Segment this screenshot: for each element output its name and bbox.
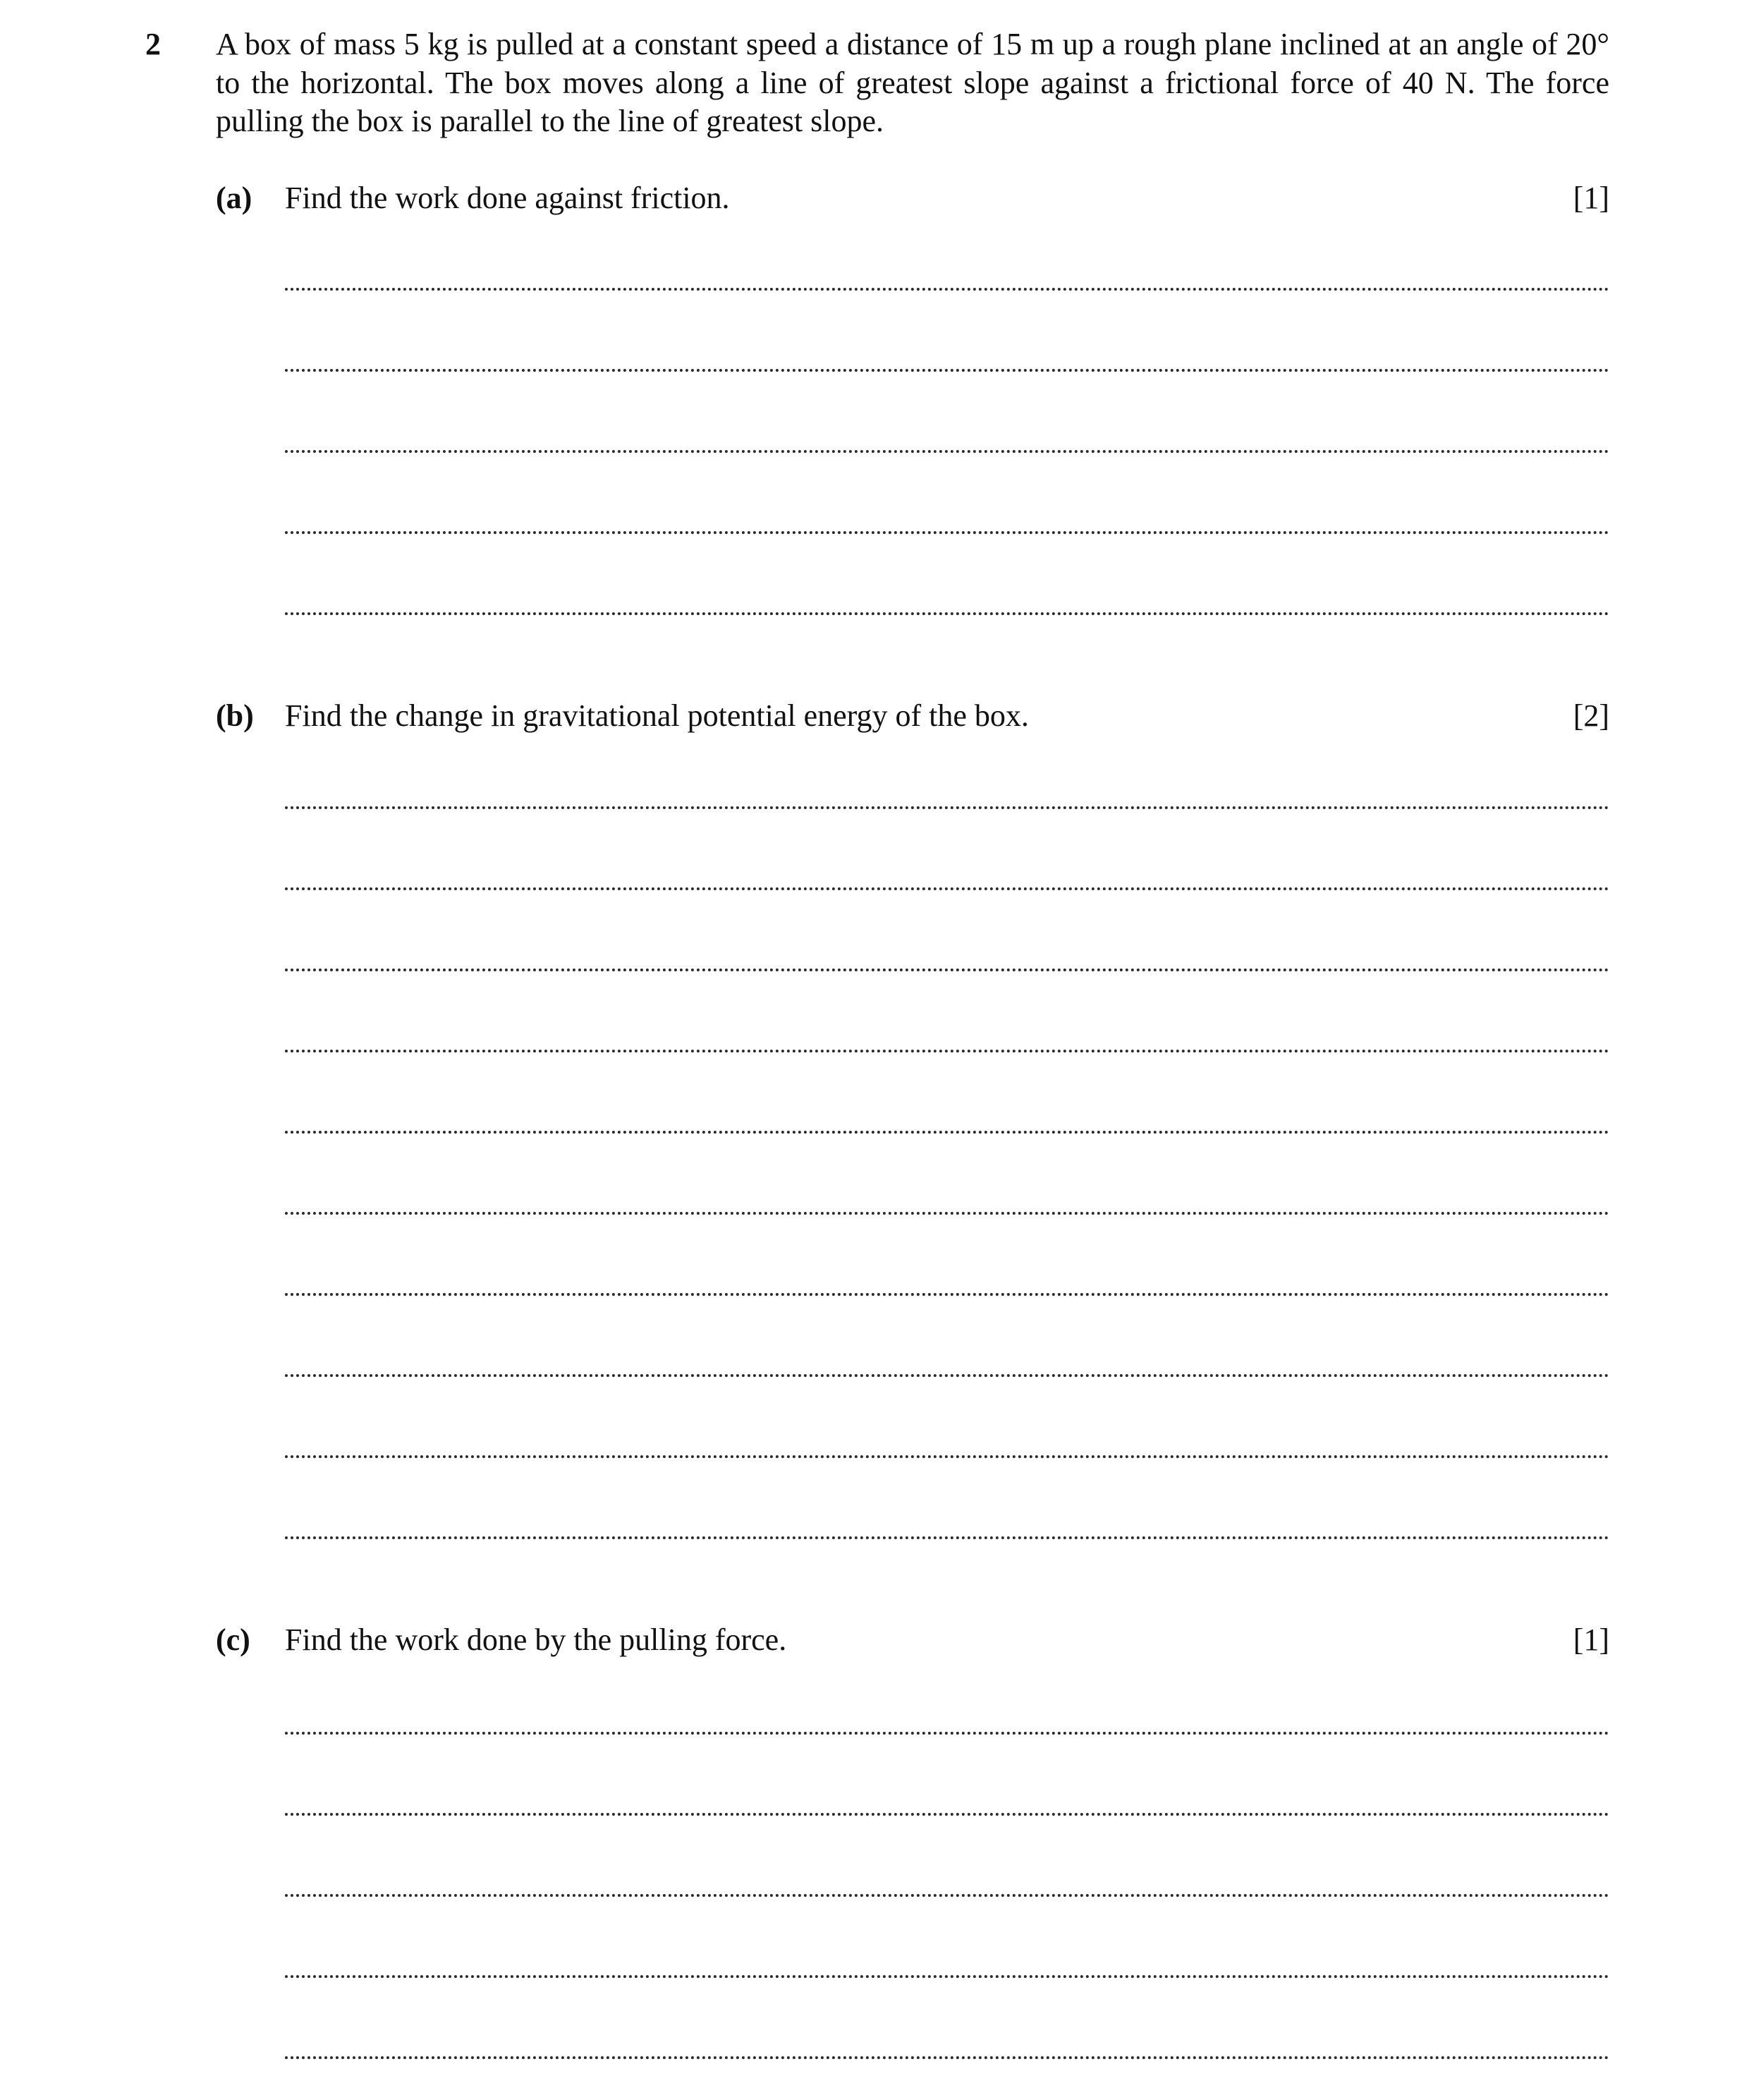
answer-line[interactable] <box>285 1293 1609 1296</box>
answer-line[interactable] <box>285 1975 1609 1978</box>
answer-line[interactable] <box>285 1374 1609 1377</box>
part-c-marks: [1] <box>1573 1622 1609 1657</box>
answer-line[interactable] <box>285 2056 1609 2059</box>
answer-line[interactable] <box>285 806 1609 809</box>
answer-line[interactable] <box>285 1732 1609 1735</box>
answer-line[interactable] <box>285 369 1609 372</box>
part-c-label: (c) <box>216 1622 250 1657</box>
answer-line[interactable] <box>285 1212 1609 1215</box>
question-number: 2 <box>145 27 161 61</box>
part-c-text: Find the work done by the pulling force. <box>285 1622 787 1657</box>
part-a-text: Find the work done against friction. <box>285 181 730 215</box>
answer-line[interactable] <box>285 612 1609 615</box>
answer-line[interactable] <box>285 531 1609 534</box>
answer-line[interactable] <box>285 1455 1609 1458</box>
part-a-marks: [1] <box>1573 181 1609 215</box>
answer-line[interactable] <box>285 450 1609 453</box>
part-b-text: Find the change in gravitational potential energy of the box. <box>285 698 1029 733</box>
part-b-marks: [2] <box>1573 698 1609 733</box>
answer-line[interactable] <box>285 1536 1609 1539</box>
part-b-label: (b) <box>216 698 254 733</box>
answer-line[interactable] <box>285 1050 1609 1052</box>
answer-line[interactable] <box>285 288 1609 291</box>
question-stem: A box of mass 5 kg is pulled at a constant speed a distance of 15 m up a rough plane inclined at an angle of 20° to the horizontal. The box moves along a line of greatest slope against a frictional force of 40 N. The force pulling the box is parallel to the line of greatest slope. <box>216 27 1609 138</box>
answer-line[interactable] <box>285 1131 1609 1134</box>
answer-line[interactable] <box>285 1813 1609 1816</box>
answer-line[interactable] <box>285 969 1609 971</box>
part-a-label: (a) <box>216 181 252 215</box>
answer-line[interactable] <box>285 887 1609 890</box>
answer-line[interactable] <box>285 1894 1609 1897</box>
